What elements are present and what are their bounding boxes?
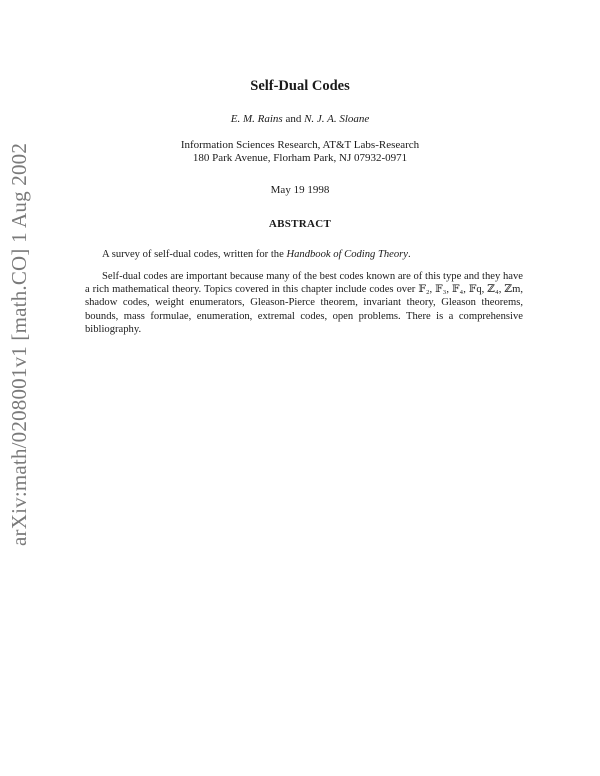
author-line <box>0 113 600 125</box>
author-2: N. J. A. Sloane <box>304 113 370 125</box>
paper-date: May 19 1998 <box>270 184 330 196</box>
abstract-paragraph-2: Self-dual codes are important because many of the best codes known are of this type and they have a rich mathematical theory. Topics covered in this chapter include codes over 𝔽₂, 𝔽₃, 𝔽₄, 𝔽q, ℤ₄, ℤm, shadow codes, weight enumerators, Gleason-Pierce theorem, invariant theory, Gleason theorems, bounds, mass formulae, enumeration, extremal codes, open problems. There is a comprehensive bibliography. <box>85 271 523 335</box>
author-1: E. M. Rains <box>230 113 283 125</box>
abstract-heading: ABSTRACT <box>268 218 332 230</box>
affiliation <box>0 139 600 165</box>
abstract-p1-lead: A survey of self-dual codes, written for the <box>102 249 287 260</box>
affiliation-line-2: 180 Park Avenue, Florham Park, NJ 07932-0971 <box>192 152 408 164</box>
author-conjunction: and <box>285 113 302 125</box>
paper-title: Self-Dual Codes <box>250 78 350 94</box>
affiliation-line-1: Information Sciences Research, AT&T Labs-Research <box>180 139 420 151</box>
abstract-p1-end: . <box>408 249 411 260</box>
handbook-title: Handbook of Coding Theory <box>286 249 408 260</box>
abstract-paragraph-1 <box>85 248 523 261</box>
arxiv-identifier-stamp: arXiv:math/0208001v1 [math.CO] 1 Aug 2002 <box>7 142 31 546</box>
